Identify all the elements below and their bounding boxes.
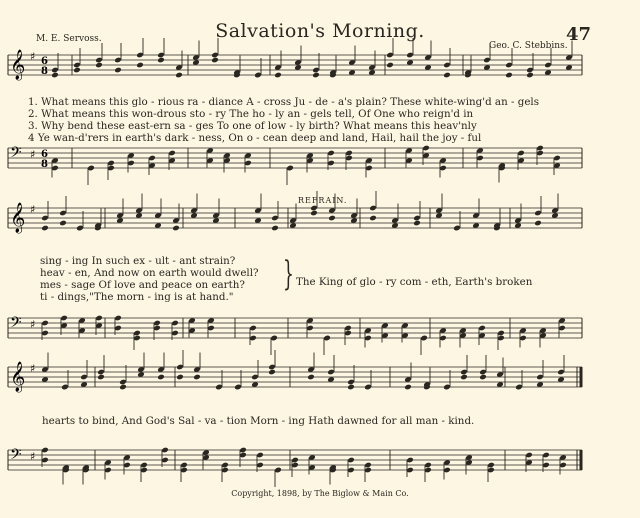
notehead (268, 369, 276, 376)
time-signature-top: 6 (41, 56, 48, 67)
notehead (505, 72, 513, 79)
sharp-icon: ♯ (30, 362, 36, 375)
notehead (51, 72, 59, 79)
notehead (193, 374, 201, 381)
notehead (73, 67, 81, 74)
notehead (271, 225, 279, 232)
system2-refrain-text: The King of glo - ry com - eth, Earth's broken (296, 276, 533, 288)
hymn-title: Salvation's Morning. (215, 20, 425, 42)
system2-line-1: sing - ing In such ex - ult - ant strain? (40, 255, 236, 267)
bass-clef-icon: 𝄢 (10, 314, 22, 335)
bass-clef-icon: 𝄢 (10, 446, 22, 467)
system2-line-2: heav - en, And now on earth would dwell? (40, 267, 259, 279)
verse-line-1: 1. What means this glo - rious ra - diance A - cross Ju - de - a's plain? These white-wing'd an - gels (28, 96, 539, 108)
notehead (526, 72, 534, 79)
sharp-icon: ♯ (30, 50, 36, 63)
verse-line-2: 2. What means this won-drous sto - ry The ho - ly an - gels tell, Of One who reign'd in (28, 108, 474, 120)
verse-brace: } (283, 254, 294, 294)
notehead (119, 384, 127, 391)
notehead (176, 374, 184, 381)
notehead (97, 374, 105, 381)
notehead (274, 72, 282, 79)
notehead (114, 67, 122, 74)
notehead (347, 384, 355, 391)
notehead (404, 384, 412, 391)
notehead (460, 374, 468, 381)
notehead (157, 57, 165, 64)
system3-refrain-text: hearts to bind, And God's Sal - va - tion Morn - ing Hath dawned for all man - kind. (42, 415, 475, 427)
notehead (95, 62, 103, 69)
notehead (307, 374, 315, 381)
notehead (172, 225, 180, 232)
copyright-notice: Copyright, 1898, by The Biglow & Main Co. (231, 489, 409, 498)
notehead (310, 210, 318, 217)
verse-line-3: 3. Why bend these east-ern sa - ges To one of low - ly birth? What means this heav'nly (28, 120, 477, 132)
notehead (479, 374, 487, 381)
notehead (534, 220, 542, 227)
time-signature-bottom: 8 (41, 159, 48, 170)
notehead (443, 72, 451, 79)
notehead (413, 220, 421, 227)
notehead (369, 215, 377, 222)
refrain-label: REFRAIN. (298, 196, 348, 205)
treble-clef-icon: 𝄞 (10, 50, 26, 80)
system2-line-3: mes - sage Of love and peace on earth? (40, 279, 245, 291)
time-signature-bottom: 8 (41, 66, 48, 77)
treble-clef-icon: 𝄞 (10, 203, 26, 233)
notehead (157, 374, 165, 381)
notehead (59, 220, 67, 227)
time-signature-top: 6 (41, 149, 48, 160)
notehead (175, 72, 183, 79)
sharp-icon: ♯ (30, 450, 36, 463)
page-number: 47 (566, 24, 592, 45)
sharp-icon: ♯ (30, 148, 36, 161)
notehead (136, 62, 144, 69)
bass-clef-icon: 𝄢 (10, 144, 22, 165)
composer-credit: M. E. Servoss. (36, 34, 102, 44)
notehead (41, 225, 49, 232)
verse-line-4: 4 Ye wan-d'rers in earth's dark - ness, On o - cean deep and land, Hail, hail the joy - ful (28, 132, 482, 144)
notehead (328, 215, 336, 222)
sharp-icon: ♯ (30, 318, 36, 331)
treble-clef-icon: 𝄞 (10, 362, 26, 392)
notehead (211, 57, 219, 64)
system2-line-4: ti - dings,"The morn - ing is at hand." (40, 291, 234, 303)
notehead (312, 72, 320, 79)
notehead (386, 62, 394, 69)
arranger-credit: Geo. C. Stebbins. (489, 41, 568, 51)
sharp-icon: ♯ (30, 203, 36, 216)
